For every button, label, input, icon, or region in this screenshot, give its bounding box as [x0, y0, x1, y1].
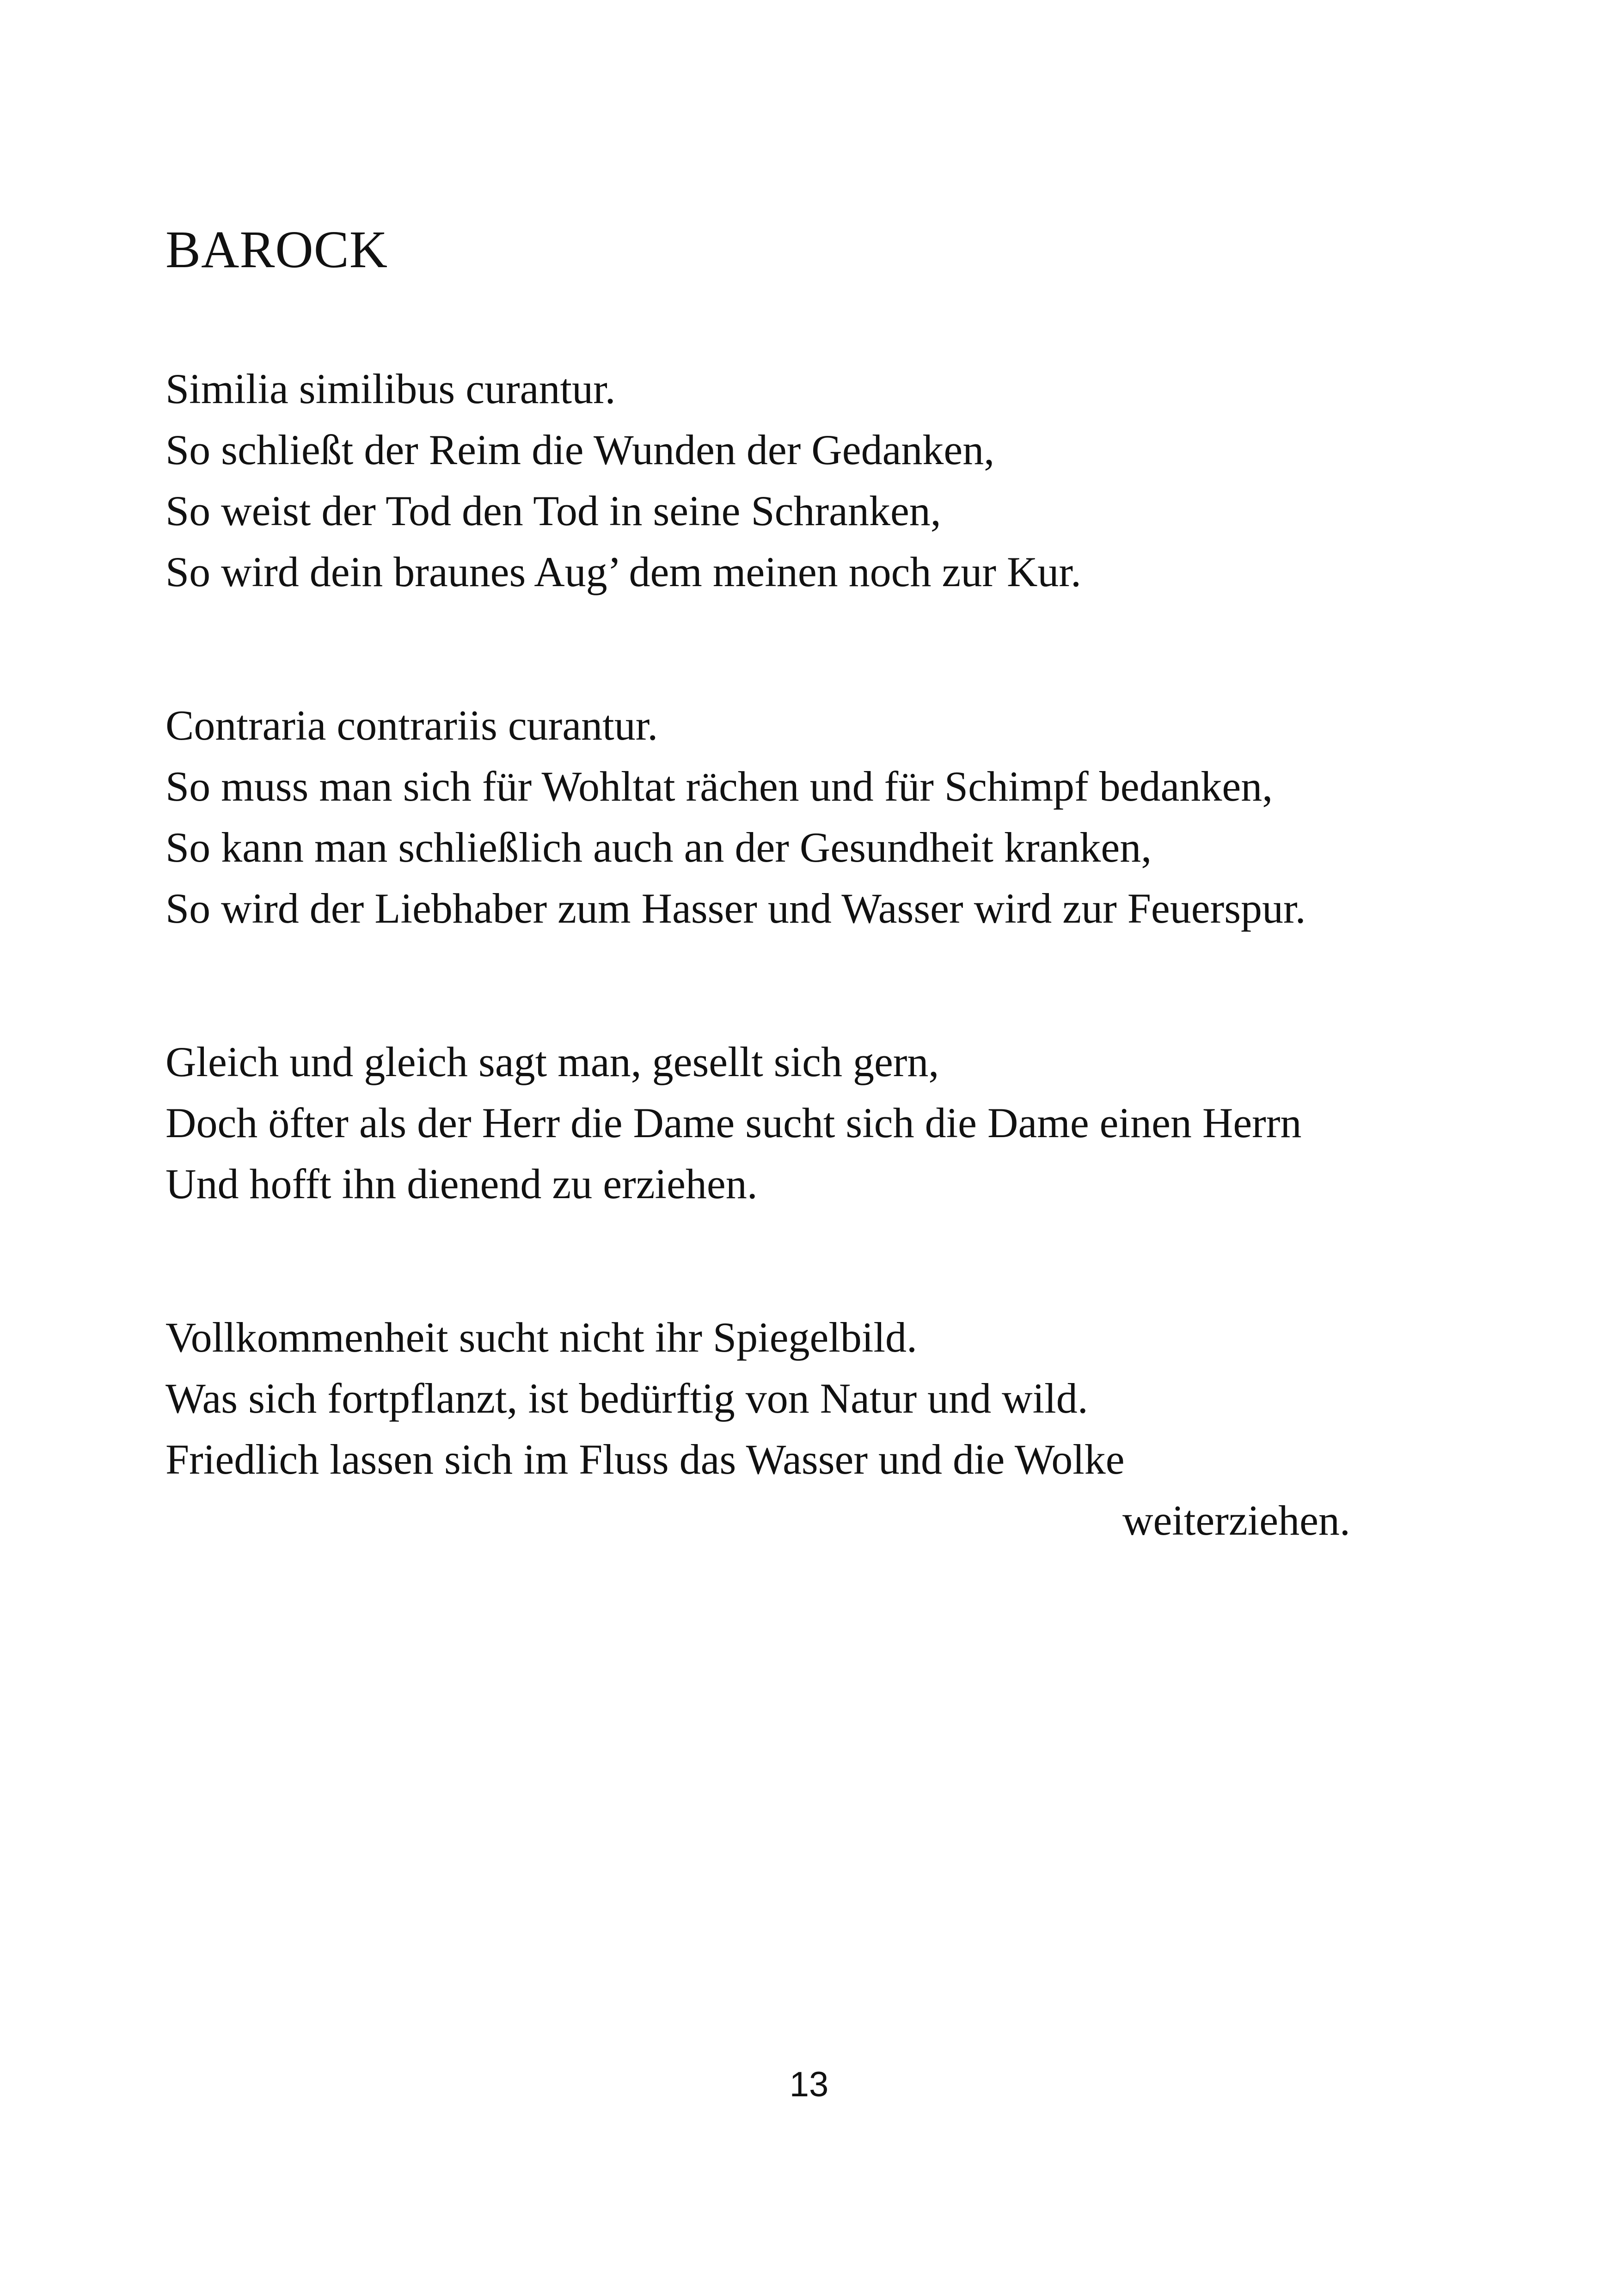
poem-line: So wird der Liebhaber zum Hasser und Wasser wird zur Feuerspur.: [165, 885, 1306, 932]
poem-line: Friedlich lassen sich im Fluss das Wasser und die Wolke: [165, 1436, 1125, 1483]
poem-line-runover: weiterziehen.: [1122, 1497, 1350, 1544]
poem-line: So muss man sich für Wohltat rächen und für Schimpf bedanken,: [165, 763, 1273, 810]
stanza-1: [165, 358, 1506, 602]
poem-line: So weist der Tod den Tod in seine Schranken,: [165, 487, 941, 534]
poem-line: Und hofft ihn dienend zu erziehen.: [165, 1160, 758, 1207]
poem-line: Vollkommenheit sucht nicht ihr Spiegelbild.: [165, 1314, 918, 1361]
poem-line: So wird dein braunes Aug’ dem meinen noch zur Kur.: [165, 548, 1081, 595]
poem-line: So kann man schließlich auch an der Gesundheit kranken,: [165, 824, 1152, 871]
poem-line: Similia similibus curantur.: [165, 365, 616, 412]
poem-title: BAROCK: [165, 220, 388, 279]
poem-line: Was sich fortpflanzt, ist bedürftig von Natur und wild.: [165, 1375, 1088, 1422]
poem-line: So schließt der Reim die Wunden der Gedanken,: [165, 426, 995, 473]
poem-body: [165, 358, 1506, 1643]
page-number: 13: [789, 2065, 829, 2104]
poem-line: Gleich und gleich sagt man, gesellt sich gern,: [165, 1038, 939, 1085]
stanza-3: [165, 1031, 1506, 1214]
poem-line: Doch öfter als der Herr die Dame sucht sich die Dame einen Herrn: [165, 1099, 1302, 1146]
poem-line: Contraria contrariis curantur.: [165, 702, 658, 749]
stanza-2: [165, 695, 1506, 939]
stanza-4: [165, 1307, 1506, 1551]
